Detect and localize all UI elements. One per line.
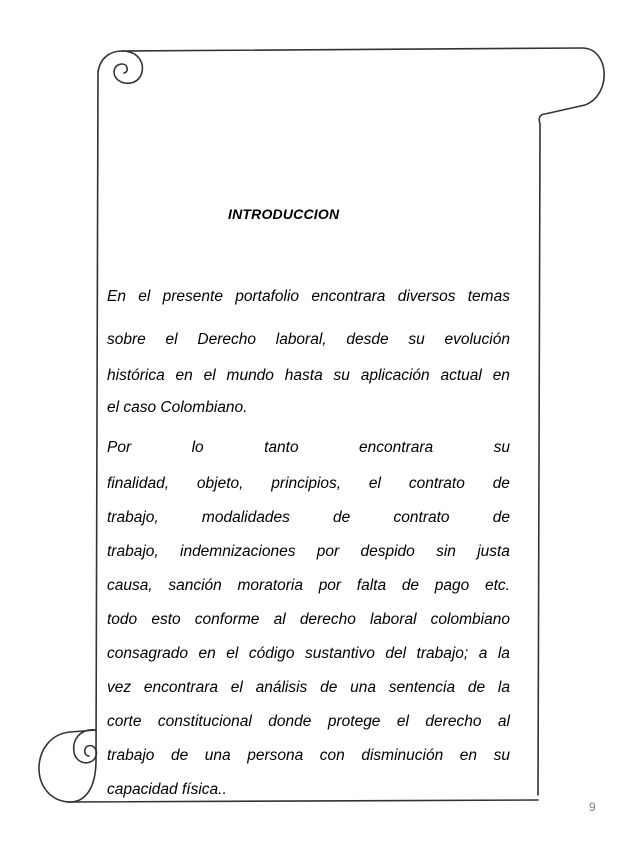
word: trabajo xyxy=(107,747,155,764)
word: En xyxy=(107,288,126,305)
word: la xyxy=(497,679,510,696)
word: su xyxy=(493,439,510,456)
word: tanto xyxy=(264,439,299,456)
word: portafolio xyxy=(235,288,300,305)
word: de xyxy=(492,475,510,492)
word: análisis xyxy=(255,679,308,696)
paragraph-2-line xyxy=(107,609,510,631)
word: su xyxy=(493,747,510,764)
word: al xyxy=(497,713,510,730)
word: en xyxy=(459,747,478,764)
word: moratoria xyxy=(237,577,303,594)
word: en xyxy=(492,367,510,384)
word: conforme xyxy=(194,611,260,628)
word: una xyxy=(204,747,231,764)
word: falta xyxy=(356,577,387,594)
word: hasta xyxy=(284,367,323,384)
paragraph-1-line xyxy=(107,365,510,387)
word: laboral, xyxy=(275,331,327,348)
word: etc. xyxy=(484,577,510,594)
word: el xyxy=(226,645,239,662)
word: indemnizaciones xyxy=(180,543,296,560)
word: sanción xyxy=(168,577,222,594)
word: despido xyxy=(360,543,415,560)
word: lo xyxy=(191,439,204,456)
word: por xyxy=(318,577,342,594)
word: encontrara xyxy=(143,679,218,696)
word: sentencia xyxy=(388,679,456,696)
word: el xyxy=(203,367,216,384)
word: actual xyxy=(440,367,482,384)
word: histórica xyxy=(107,367,165,384)
word: derecho xyxy=(425,713,482,730)
top-scroll-roll xyxy=(122,48,604,132)
word: colombiano xyxy=(430,611,510,628)
word: causa, xyxy=(107,577,153,594)
paragraph-2-line xyxy=(107,437,510,459)
paragraph-2-line xyxy=(107,575,510,597)
word: objeto, xyxy=(196,475,244,492)
word: sustantivo xyxy=(305,645,375,662)
paragraph-1-line xyxy=(107,286,510,308)
paragraph-1-line xyxy=(107,329,510,351)
word: el xyxy=(165,331,178,348)
bottom-left-curl-icon xyxy=(74,730,97,763)
word: sin xyxy=(436,543,456,560)
word: con xyxy=(319,747,345,764)
word: el xyxy=(230,679,243,696)
word: encontrara xyxy=(359,439,434,456)
word: diversos xyxy=(397,288,456,305)
paragraph-2-line xyxy=(107,745,510,767)
word: finalidad, xyxy=(107,475,170,492)
word: consagrado xyxy=(107,645,189,662)
word: contrato xyxy=(393,509,450,526)
word: su xyxy=(333,367,350,384)
word: derecho xyxy=(299,611,356,628)
word: código xyxy=(248,645,295,662)
page-number: 9 xyxy=(589,800,596,814)
document-title: INTRODUCCION xyxy=(228,206,340,222)
word: laboral xyxy=(369,611,417,628)
word: mundo xyxy=(226,367,274,384)
word: todo xyxy=(107,611,138,628)
word: modalidades xyxy=(201,509,290,526)
paragraph-1-last-line: el caso Colombiano. xyxy=(107,399,248,416)
sheet-right-edge xyxy=(538,132,540,795)
sheet-left-edge xyxy=(96,72,98,760)
top-scroll-roll-inner xyxy=(98,51,122,72)
word: vez xyxy=(107,679,132,696)
paragraph-2-line xyxy=(107,507,510,529)
word: Derecho xyxy=(197,331,256,348)
word: al xyxy=(273,611,286,628)
word: protege xyxy=(327,713,381,730)
word: temas xyxy=(467,288,510,305)
word: trabajo, xyxy=(107,543,159,560)
word: evolución xyxy=(444,331,510,348)
word: de xyxy=(467,679,486,696)
word: desde xyxy=(346,331,389,348)
word: de xyxy=(170,747,189,764)
word: el xyxy=(138,288,151,305)
word: corte xyxy=(107,713,142,730)
word: presente xyxy=(162,288,223,305)
word: la xyxy=(497,645,510,662)
paragraph-2-line xyxy=(107,711,510,733)
word: persona xyxy=(247,747,304,764)
word: donde xyxy=(268,713,312,730)
word: de xyxy=(320,679,338,696)
word: contrato xyxy=(408,475,465,492)
word: pago xyxy=(434,577,470,594)
paragraph-2-line xyxy=(107,643,510,665)
word: justa xyxy=(477,543,510,560)
word: a xyxy=(478,645,488,662)
word: disminución xyxy=(361,747,444,764)
word: esto xyxy=(151,611,181,628)
word: constitucional xyxy=(157,713,252,730)
word: encontrara xyxy=(311,288,386,305)
word: sobre xyxy=(107,331,146,348)
word: aplicación xyxy=(360,367,430,384)
word: en xyxy=(175,367,193,384)
word: del xyxy=(385,645,407,662)
word: el xyxy=(396,713,409,730)
paragraph-2-line xyxy=(107,677,510,699)
word: una xyxy=(350,679,376,696)
word: de xyxy=(333,509,351,526)
word: de xyxy=(492,509,510,526)
word: en xyxy=(198,645,216,662)
word: trabajo; xyxy=(416,645,469,662)
paragraph-2-line xyxy=(107,541,510,563)
top-left-curl-icon xyxy=(114,51,142,83)
word: principios, xyxy=(271,475,342,492)
word: por xyxy=(316,543,340,560)
paragraph-2-line xyxy=(107,473,510,495)
word: el xyxy=(368,475,381,492)
word: Por xyxy=(107,439,132,456)
word: su xyxy=(408,331,425,348)
word: de xyxy=(401,577,420,594)
paragraph-2-last-line: capacidad física.. xyxy=(107,781,227,798)
word: trabajo, xyxy=(107,509,159,526)
